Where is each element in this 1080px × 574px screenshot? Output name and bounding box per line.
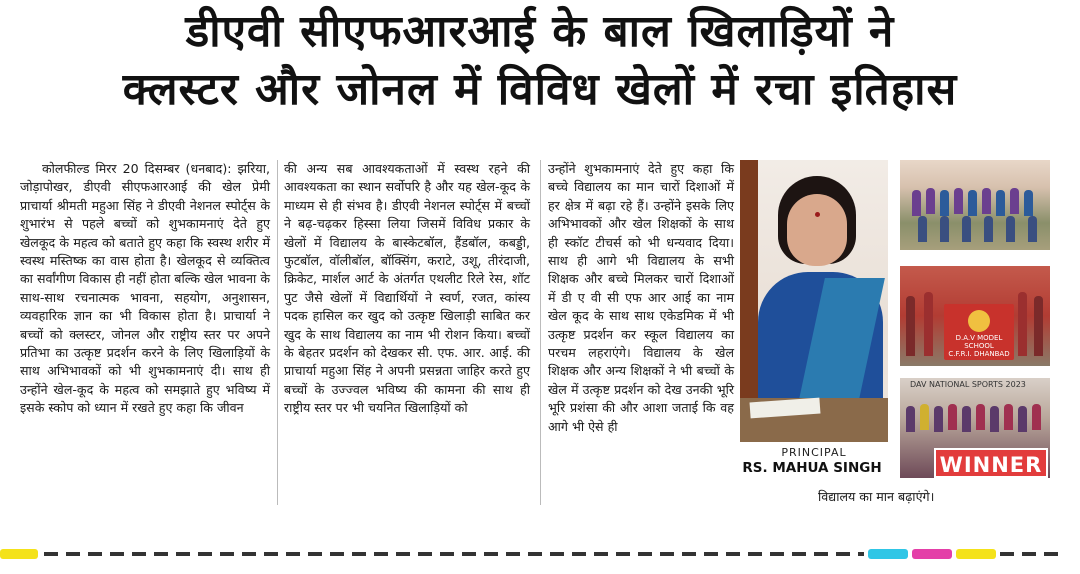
player-figure xyxy=(906,406,915,432)
portrait-face xyxy=(787,194,847,266)
player-figure xyxy=(1010,188,1019,214)
headline xyxy=(0,4,1080,120)
player-figure xyxy=(1032,404,1041,430)
player-figure xyxy=(934,406,943,432)
print-registration-strip xyxy=(0,548,1080,560)
headline-line-2: क्लस्टर और जोनल में विविध खेलों में रचा इतिहास xyxy=(122,64,958,115)
banner-text-1: D.A.V MODEL SCHOOL xyxy=(955,334,1003,350)
school-seal-icon xyxy=(968,310,990,332)
player-figure xyxy=(940,216,949,242)
article-text-col1: कोलफील्ड मिरर 20 दिसम्बर (धनबाद): झरिया, जोड़ापोखर, डीएवी सीएफआरआई की खेल प्रेमी प्राचार्या श्रीमती महुआ सिंह ने डीएवी नेशनल स्पोर्ट्स के शुभारंभ से पहले बच्चों को शुभकामनाएं देते हुए खेलकूद के महत्व को बताते हुए कहा कि स्वस्थ शरीर में स्वस्थ मस्तिष्क का वास होता है। खेलकूद से व्यक्तित्व का सर्वांगीण विकास ही नहीं होता बल्कि खेल भावना के साथ-साथ रचनात्मक भावना, सहयोग, अनुशासन, व्यवहारिक ज्ञान का भी विकास होता है। प्राचार्या ने बच्चों को क्लस्टर, जोनल और राष्ट्रीय स्तर पर अपने प्रतिभा का उत्कृष्ट प्रदर्शन करने के लिए खिलाड़ियों के साथ अभिभावकों को भी शुभकामनाएं दी। साथ ही उन्होंने खेल-कूद के महत्व को समझाते हुए भविष्य में इसके स्कोप को ध्यान में रखते हुए कहा कि जीवन xyxy=(20,161,270,416)
color-swatch-yellow xyxy=(956,549,996,559)
school-banner xyxy=(944,304,1014,360)
portrait-caption-role: PRINCIPAL xyxy=(781,446,847,459)
player-figure xyxy=(968,190,977,216)
player-figure xyxy=(948,404,957,430)
dashed-rule xyxy=(1000,552,1060,556)
player-figure xyxy=(984,216,993,242)
player-figure xyxy=(926,188,935,214)
player-figure xyxy=(1018,292,1027,356)
color-swatch-cyan xyxy=(868,549,908,559)
player-figure xyxy=(962,406,971,432)
player-figure xyxy=(996,190,1005,216)
article-column-1 xyxy=(20,160,270,418)
color-swatch-magenta xyxy=(912,549,952,559)
player-figure xyxy=(954,188,963,214)
player-figure xyxy=(1028,216,1037,242)
player-figure xyxy=(1018,406,1027,432)
player-figure xyxy=(1034,296,1043,356)
article-text-col2: की अन्य सब आवश्यकताओं में स्वस्थ रहने की आवश्यकता का स्थान सर्वोपरि है और यह खेल-कूद के माध्यम से ही संभव है। डीएवी नेशनल स्पोर्ट्स में बच्चों ने बढ़-चढ़कर हिस्सा लिया जिसमें विविध प्रकार के खेलों में विद्यालय के बास्केटबॉल, हैंडबॉल, कबड्डी, फुटबॉल, वॉलीबॉल, बॉक्सिंग, कराटे, उशू, तीरंदाजी, क्रिकेट, मार्शल आर्ट के अंतर्गत एथलीट रिले रेस, शॉट पुट जैसे खेलों में विद्यार्थियों ने स्वर्ण, रजत, कांस्य पदक हासिल कर खुद को उत्कृष्ट खिलाड़ी साबित कर खुद के साथ विद्यालय का नाम भी रोशन किया। बच्चों के बेहतर प्रदर्शन को देखकर सी. एफ. आर. आई. की प्राचार्या महुआ सिंह ने अपनी प्रसन्नता जाहिर करते हुए बच्चों के उज्ज्वल भविष्य की कामना की साथ ही राष्ट्रीय स्तर पर भी चयनित खिलाड़ियों को xyxy=(284,161,530,416)
portrait-caption-name: RS. MAHUA SINGH xyxy=(742,460,882,476)
article-tail-text: विद्यालय का मान बढ़ाएंगे। xyxy=(818,489,935,504)
article-column-3 xyxy=(548,160,734,436)
player-figure xyxy=(920,404,929,430)
player-figure xyxy=(962,216,971,242)
article-column-2 xyxy=(284,160,530,418)
dashed-rule xyxy=(44,552,864,556)
player-figure xyxy=(990,406,999,432)
team-photo-2 xyxy=(900,266,1050,366)
portrait-bindi xyxy=(815,212,820,217)
color-swatch-yellow xyxy=(0,549,38,559)
sign-text: DAV NATIONAL SPORTS 2023 xyxy=(910,380,1026,389)
team-photo-1 xyxy=(900,160,1050,250)
player-figure xyxy=(924,292,933,356)
player-figure xyxy=(1004,404,1013,430)
column-divider xyxy=(277,160,278,505)
player-figure xyxy=(976,404,985,430)
player-figure xyxy=(1024,190,1033,216)
article-text-col3: उन्होंने शुभकामनाएं देते हुए कहा कि बच्चे विद्यालय का मान चारों दिशाओं में हर क्षेत्र में बढ़ा रहे हैं। उन्होंने इसके लिए अभिभावकों और खेल शिक्षकों के साथ ही स्कॉट टीचर्स को भी धन्यवाद दिया। साथ ही आगे भी विद्यालय के सभी शिक्षक और बच्चे मिलकर चारों दिशाओं में डी ए वी सी एफ आर आई का नाम खेल कूद के साथ साथ एकेडमिक में भी उत्कृष्ट प्रदर्शन कर स्कूल विद्यालय का परचम लहराएंगे। विद्यालय के खेल शिक्षक और अन्य शिक्षकों ने भी बच्चों के खेल में उत्कृष्ट प्रदर्शन को देख उनकी भूरि भूरि प्रशंसा की और आशा जताई कि वह आगे भी ऐसे ही xyxy=(548,161,734,434)
player-figure xyxy=(912,190,921,216)
player-figure xyxy=(918,216,927,242)
principal-portrait xyxy=(740,160,888,442)
player-figure xyxy=(906,296,915,356)
headline-line-1: डीएवी सीएफआरआई के बाल खिलाड़ियों ने xyxy=(185,6,895,57)
column-divider xyxy=(540,160,541,505)
player-figure xyxy=(940,190,949,216)
banner-text-2: C.F.R.I. DHANBAD xyxy=(948,350,1010,358)
winner-label: WINNER xyxy=(934,448,1048,478)
player-figure xyxy=(982,188,991,214)
player-figure xyxy=(1006,216,1015,242)
